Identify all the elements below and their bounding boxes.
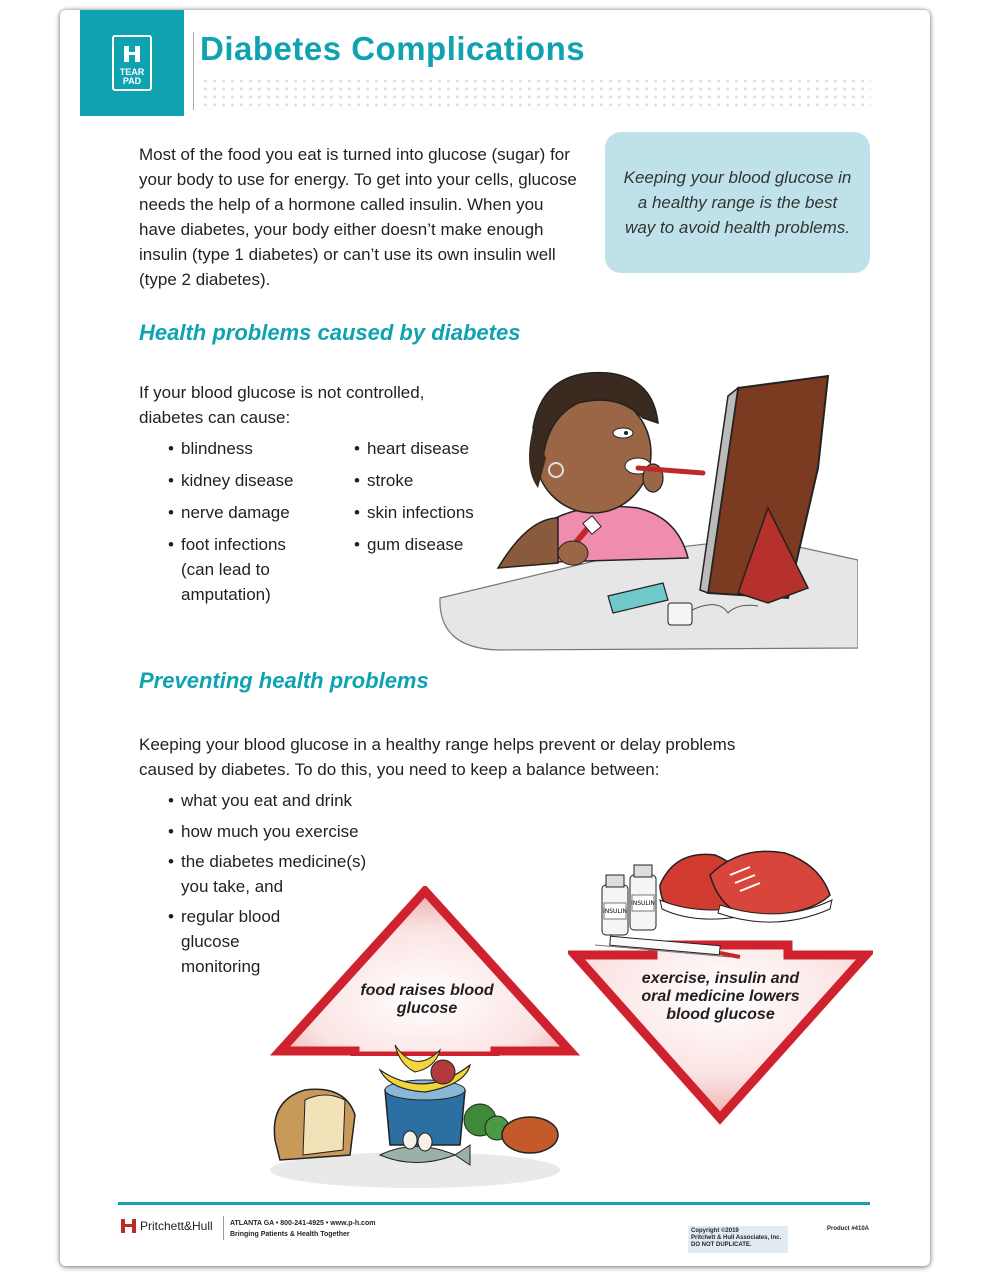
preventing-lead: Keeping your blood glucose in a healthy range helps prevent or delay problems caused by diabetes. To do this, you need to keep a balance between: <box>139 735 736 779</box>
sneakers-insulin-illustration <box>590 845 840 965</box>
vial-label-1: INSULIN <box>602 908 628 915</box>
tear-pad-logo-box <box>112 35 152 91</box>
tear-pad-logo <box>80 10 184 116</box>
logo-text-tear: TEAR <box>119 67 145 77</box>
footer-tagline: Bringing Patients & Health Together <box>230 1231 350 1238</box>
ph-brand-icon <box>120 1218 138 1234</box>
footer-rule <box>118 1202 870 1205</box>
arrow-down-text: exercise, insulin and oral medicine lowers blood glucose <box>641 970 800 1023</box>
vial-label-2: INSULIN <box>630 900 656 907</box>
list-item: • heart disease <box>354 436 504 461</box>
footer-copyright <box>688 1226 788 1253</box>
footer-brand-logo <box>120 1218 213 1234</box>
complications-list-1 <box>168 436 303 607</box>
food-pile-illustration <box>265 1030 565 1190</box>
list-item: • skin infections <box>354 500 504 525</box>
health-problems-heading: Health problems caused by diabetes <box>139 320 521 345</box>
callout-box <box>605 132 870 273</box>
health-problems-lead: If your blood glucose is not controlled, diabetes can cause: <box>139 383 425 427</box>
dot-pattern-decoration <box>201 77 871 107</box>
footer-contact-line1: ATLANTA GA • 800-241-4925 • www.p-h.com <box>230 1220 376 1227</box>
preventing-heading: Preventing health problems <box>139 668 429 693</box>
footer-brand-name: Pritchett&Hull <box>140 1219 213 1233</box>
title-divider <box>193 32 194 110</box>
list-item: • kidney disease <box>168 468 303 493</box>
product-number: Product #410A <box>827 1226 870 1232</box>
ph-logo-icon <box>121 44 143 64</box>
arrow-up-text: food raises blood glucose <box>360 982 494 1017</box>
callout-text: Keeping your blood glucose in a healthy range is the best way to avoid health problems. <box>623 168 852 237</box>
list-item: • nerve damage <box>168 500 303 525</box>
list-item: • blindness <box>168 436 303 461</box>
footer-separator <box>223 1216 224 1240</box>
list-item: • gum disease <box>354 532 504 557</box>
list-item: • the diabetes medicine(s) you take, and <box>168 849 378 899</box>
list-item: • stroke <box>354 468 504 493</box>
list-item: • how much you exercise <box>168 819 378 844</box>
list-item: • foot infections (can lead to amputation) <box>168 532 303 607</box>
list-item: • what you eat and drink <box>168 788 378 813</box>
exercise-down-arrow <box>568 940 873 1125</box>
handout-sheet <box>60 10 930 1266</box>
page-title: Diabetes Complications <box>200 30 586 67</box>
intro-paragraph: Most of the food you eat is turned into glucose (sugar) for your body to use for energy. To get into your cells, glucose needs the help of a hormone called insulin. When you have diabetes, your body either doesn’t make enough insulin (type 1 diabetes) or can’t use its own insulin well (type 2 diabetes). <box>139 145 577 289</box>
footer-contact <box>230 1218 375 1240</box>
copyright-line3: DO NOT DUPLICATE. <box>691 1242 752 1248</box>
logo-text-pad: PAD <box>122 76 142 86</box>
list-item: • regular blood glucose monitoring <box>168 904 296 979</box>
copyright-line1: Copyright ©2019 <box>691 1228 739 1234</box>
copyright-line2: Pritchett & Hull Associates, Inc. <box>691 1235 782 1241</box>
woman-brushing-teeth-illustration <box>438 348 858 653</box>
